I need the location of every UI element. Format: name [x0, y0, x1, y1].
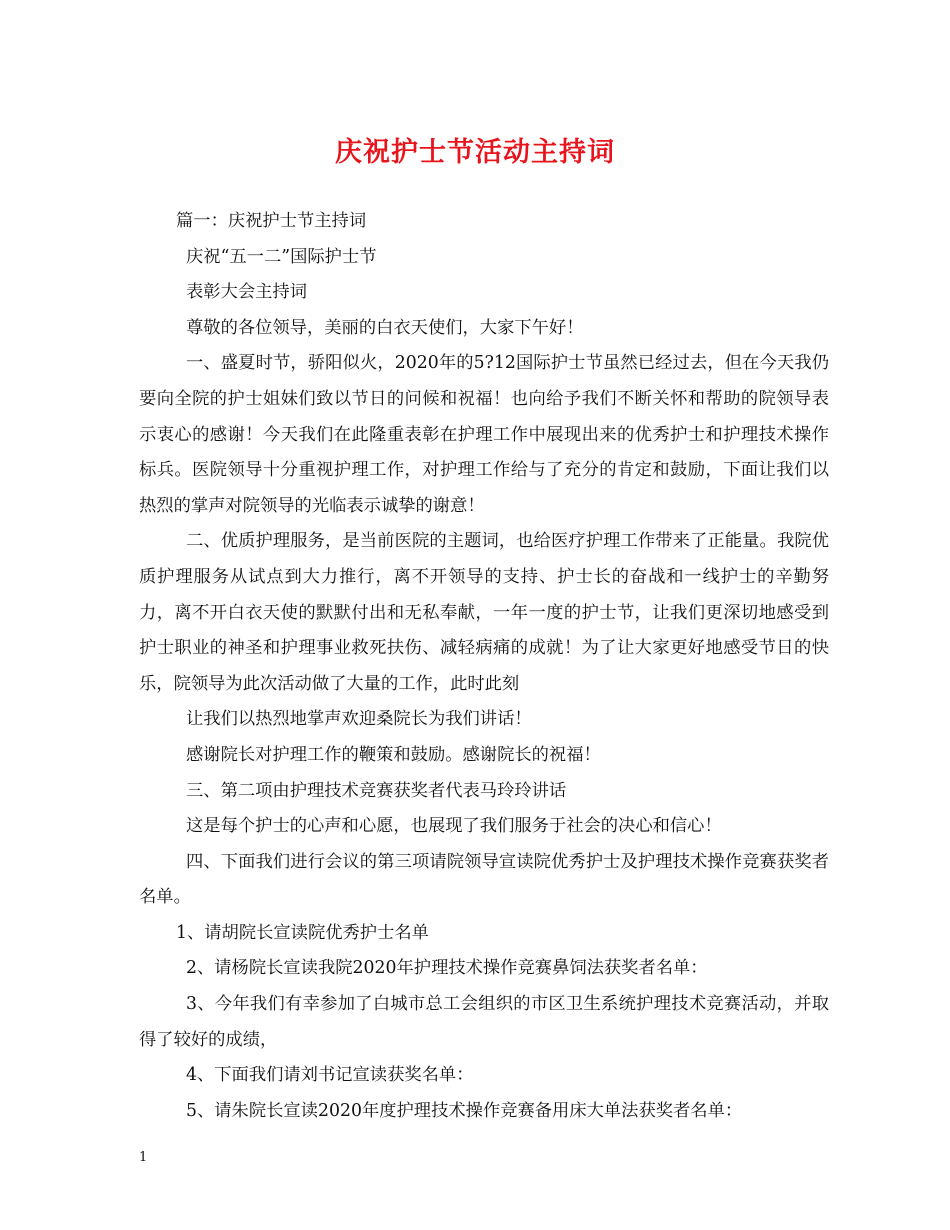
paragraph-subtitle-line1: 庆祝“五一二”国际护士节 — [186, 246, 377, 267]
paragraph-subtitle-line2: 表彰大会主持词 — [186, 282, 307, 303]
list-item-5: 5、请朱院长宣读2020年度护理技术操作竞赛备用床大单法获奖者名单： — [186, 1100, 743, 1121]
paragraph-voice: 这是每个护士的心声和心愿，也展现了我们服务于社会的决心和信心！ — [186, 816, 722, 837]
paragraph-part-four: 四、下面我们进行会议的第三项请院领导宣读院优秀护士及护理技术操作竞赛获奖者名单。 — [139, 851, 829, 908]
paragraph-welcome-speech: 让我们以热烈地掌声欢迎桑院长为我们讲话！ — [186, 709, 532, 730]
document-body — [139, 204, 829, 1129]
paragraph-part-three: 三、第二项由护理技术竞赛获奖者代表马玲玲讲话 — [186, 780, 567, 801]
paragraph-thanks: 感谢院长对护理工作的鞭策和鼓励。感谢院长的祝福！ — [186, 744, 601, 765]
document-title: 庆祝护士节活动主持词 — [335, 137, 615, 168]
list-item-4: 4、下面我们请刘书记宣读获奖名单： — [186, 1065, 474, 1086]
paragraph-section-heading: 篇一：庆祝护士节主持词 — [176, 211, 367, 231]
page-number: 1 — [139, 1150, 148, 1165]
list-item-2: 2、请杨院长宣读我院2020年护理技术操作竞赛鼻饲法获奖者名单： — [186, 958, 708, 979]
list-item-3: 3、今年我们有幸参加了白城市总工会组织的市区卫生系统护理技术竞赛活动，并取得了较好的成绩， — [139, 994, 829, 1050]
list-item-1: 1、请胡院长宣读院优秀护士名单 — [176, 922, 429, 943]
paragraph-part-two: 二、优质护理服务，是当前医院的主题词，也给医疗护理工作带来了正能量。我院优质护理服务从试点到大力推行，离不开领导的支持、护士长的奋战和一线护士的辛勤努力，离不开白衣天使的默默付出和无私奉献，一年一度的护士节，让我们更深切地感受到护士职业的神圣和护理事业救死扶伤、减轻病痛的成就！为了让大家更好地感受节日的快乐，院领导为此次活动做了大量的工作，此时此刻 — [139, 531, 829, 694]
paragraph-part-one: 一、盛夏时节，骄阳似火，2020年的5?12国际护士节虽然已经过去，但在今天我仍要向全院的护士姐妹们致以节日的问候和祝福！也向给予我们不断关怀和帮助的院领导表示衷心的感谢！今天我们在此隆重表彰在护理工作中展现出来的优秀护士和护理技术操作标兵。医院领导十分重视护理工作，对护理工作给与了充分的肯定和鼓励，下面让我们以热烈的掌声对院领导的光临表示诚挚的谢意！ — [139, 353, 829, 516]
paragraph-greeting: 尊敬的各位领导，美丽的白衣天使们，大家下午好！ — [186, 317, 584, 338]
